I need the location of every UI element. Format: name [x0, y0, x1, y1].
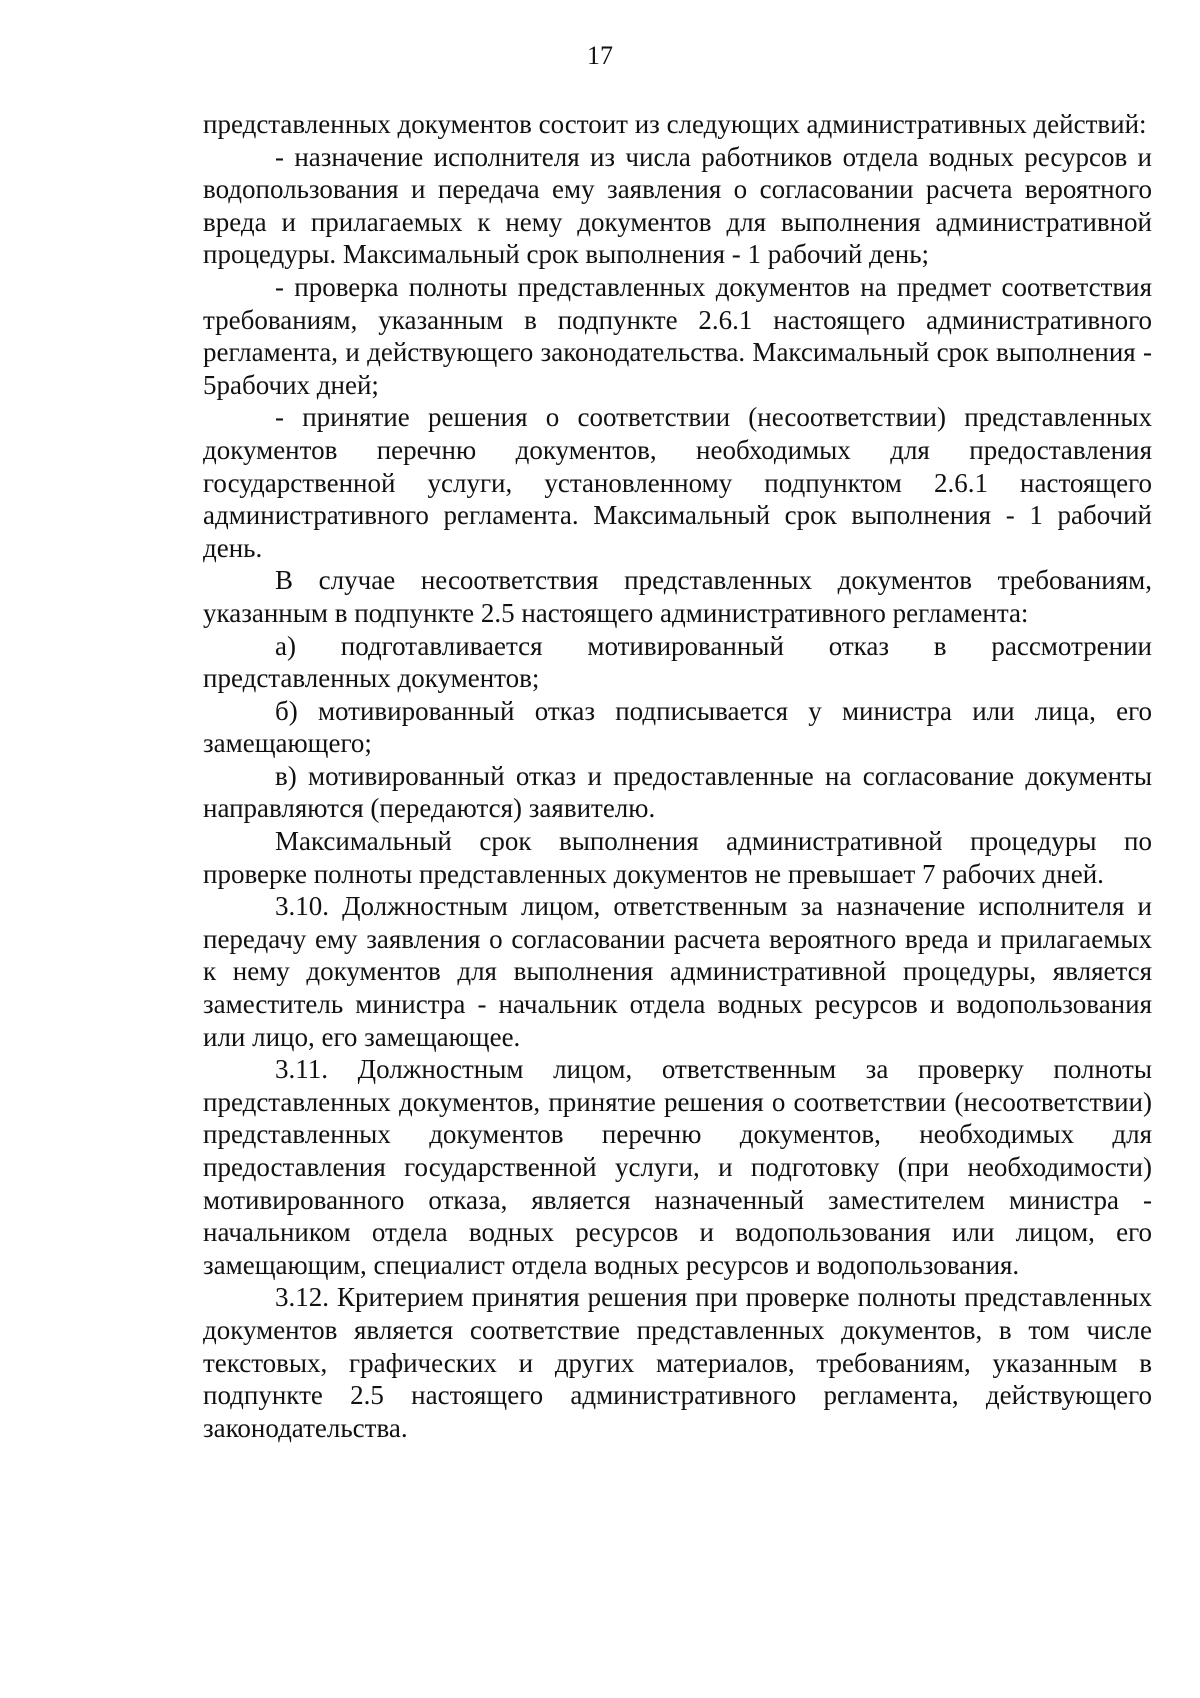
paragraph-2: - назначение исполнителя из числа работников отдела водных ресурсов и водопользования и передача ему заявления о согласовании расчета вероятного вреда и прилагаемых к нему документов для выполнения административной процедуры. Максимальный срок выполнения - 1 рабочий день; [203, 141, 1152, 270]
document-body [203, 108, 1152, 1444]
paragraph-9: Максимальный срок выполнения административной процедуры по проверке полноты представленных документов не превышает 7 рабочих дней. [203, 826, 1152, 889]
paragraph-11: 3.11. Должностным лицом, ответственным за проверку полноты представленных документов, принятие решения о соответствии (несоответствии) представленных документов перечню документов, необходимых для предоставления государственной услуги, и подготовку (при необходимости) мотивированного отказа, является назначенный заместителем министра - начальником отдела водных ресурсов и водопользования или лицом, его замещающим, специалист отдела водных ресурсов и водопользования. [203, 1054, 1152, 1280]
paragraph-5: В случае несоответствия представленных документов требованиям, указанным в подпункте 2.5 настоящего административного регламента: [203, 565, 1152, 628]
paragraph-10: 3.10. Должностным лицом, ответственным за назначение исполнителя и передачу ему заявления о согласовании расчета вероятного вреда и прилагаемых к нему документов для выполнения административной процедуры, является заместитель министра - начальник отдела водных ресурсов и водопользования или лицо, его замещающее. [203, 891, 1152, 1052]
paragraph-8: в) мотивированный отказ и предоставленные на согласование документы направляются (передаются) заявителю. [203, 760, 1152, 824]
paragraph-1: представленных документов состоит из следующих административных действий: [203, 109, 1147, 139]
paragraph-4: - принятие решения о соответствии (несоответствии) представленных документов перечню документов, необходимых для предоставления государственной услуги, установленному подпунктом 2.6.1 настоящего административного регламента. Максимальный срок выполнения - 1 рабочий день. [203, 402, 1152, 563]
paragraph-7: б) мотивированный отказ подписывается у министра или лица, его замещающего; [203, 695, 1152, 759]
paragraph-6: а) подготавливается мотивированный отказ в рассмотрении представленных документов; [203, 630, 1152, 694]
page-number: 17 [587, 41, 613, 70]
paragraph-12: 3.12. Критерием принятия решения при проверке полноты представленных документов является соответствие представленных документов, в том числе текстовых, графических и других материалов, требованиям, указанным в подпункте 2.5 настоящего административного регламента, действующего законодательства. [203, 1282, 1152, 1443]
paragraph-3: - проверка полноты представленных документов на предмет соответствия требованиям, указанным в подпункте 2.6.1 настоящего административного регламента, и действующего законодательства. Максимальный срок выполнения - 5рабочих дней; [203, 271, 1152, 400]
